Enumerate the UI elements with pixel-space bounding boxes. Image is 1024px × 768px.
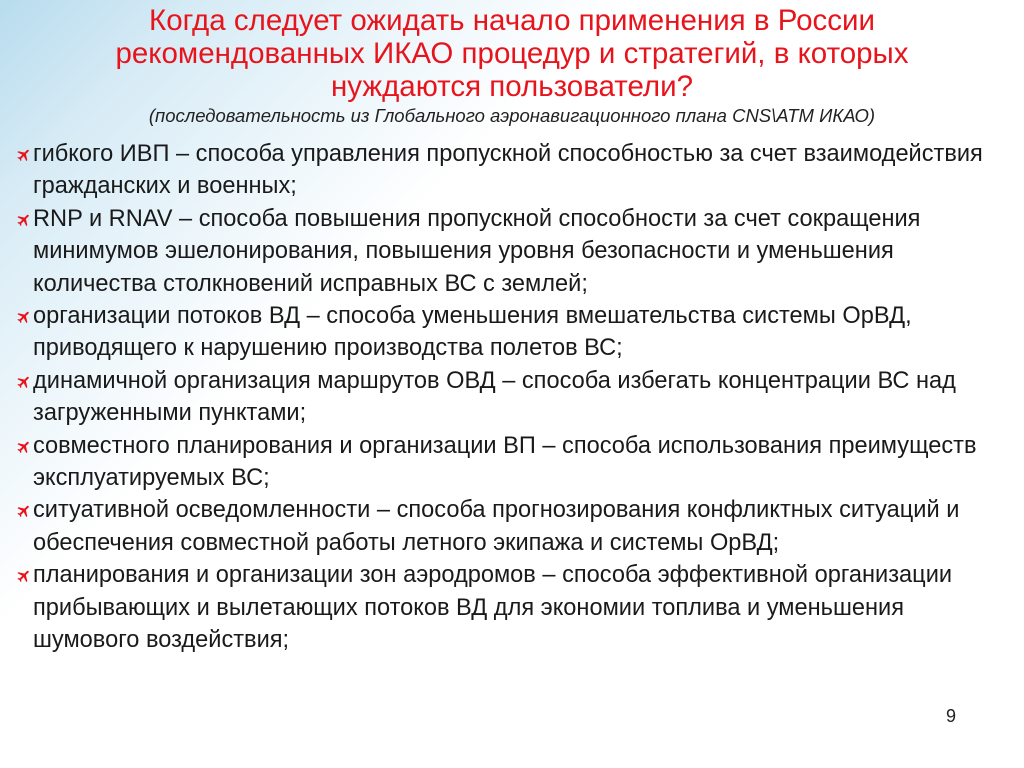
list-item	[16, 365, 1016, 430]
list-item-text: динамичной организация маршрутов ОВД – способа избегать концентрации ВС над загруженными пунктами;	[33, 367, 956, 427]
list-item-text: ситуативной осведомленности – способа прогнозирования конфликтных ситуаций и обеспечения совместной работы летного экипажа и системы ОрВД;	[33, 497, 960, 556]
list-item-text: совместного планирования и организации ВП – способа использования преимуществ эксплуатируемых ВС;	[33, 432, 977, 492]
page-number: 9	[946, 706, 957, 726]
bullet-list	[16, 138, 1016, 657]
list-item-text: планирования и организации зон аэродромов – способа эффективной организации прибывающих и вылетающих потоков ВД для экономии топлива и уменьшения шумового воздействия;	[33, 562, 953, 654]
slide-subtitle: (последовательность из Глобального аэронавигационного плана CNS\ATM ИКАО)	[148, 105, 876, 126]
list-item	[16, 559, 1016, 656]
airplane-icon	[16, 439, 32, 455]
airplane-icon	[16, 503, 32, 519]
airplane-icon	[16, 374, 32, 390]
airplane-icon	[16, 147, 32, 163]
airplane-icon	[16, 212, 32, 228]
list-item	[16, 430, 1016, 495]
list-item	[16, 494, 1016, 559]
list-item-text: гибкого ИВП – способа управления пропускной способностью за счет взаимодействия гражданских и военных;	[33, 141, 983, 200]
list-item	[16, 203, 1016, 300]
list-item	[16, 300, 1016, 365]
airplane-icon	[16, 309, 32, 325]
list-item	[16, 138, 1016, 203]
list-item-text: организации потоков ВД – способа уменьшения вмешательства системы ОрВД, приводящего к нарушению производства полетов ВС;	[33, 303, 912, 362]
airplane-icon	[16, 568, 32, 584]
list-item-text: RNP и RNAV – способа повышения пропускной способности за счет сокращения минимумов эшелонирования, повышения уровня безопасности и уменьшения количества столкновений исправных ВС с землей;	[33, 205, 921, 297]
slide-title: Когда следует ожидать начало применения в России рекомендованных ИКАО процедур и стратегий, в которых нуждаются пользователи?	[115, 4, 909, 103]
